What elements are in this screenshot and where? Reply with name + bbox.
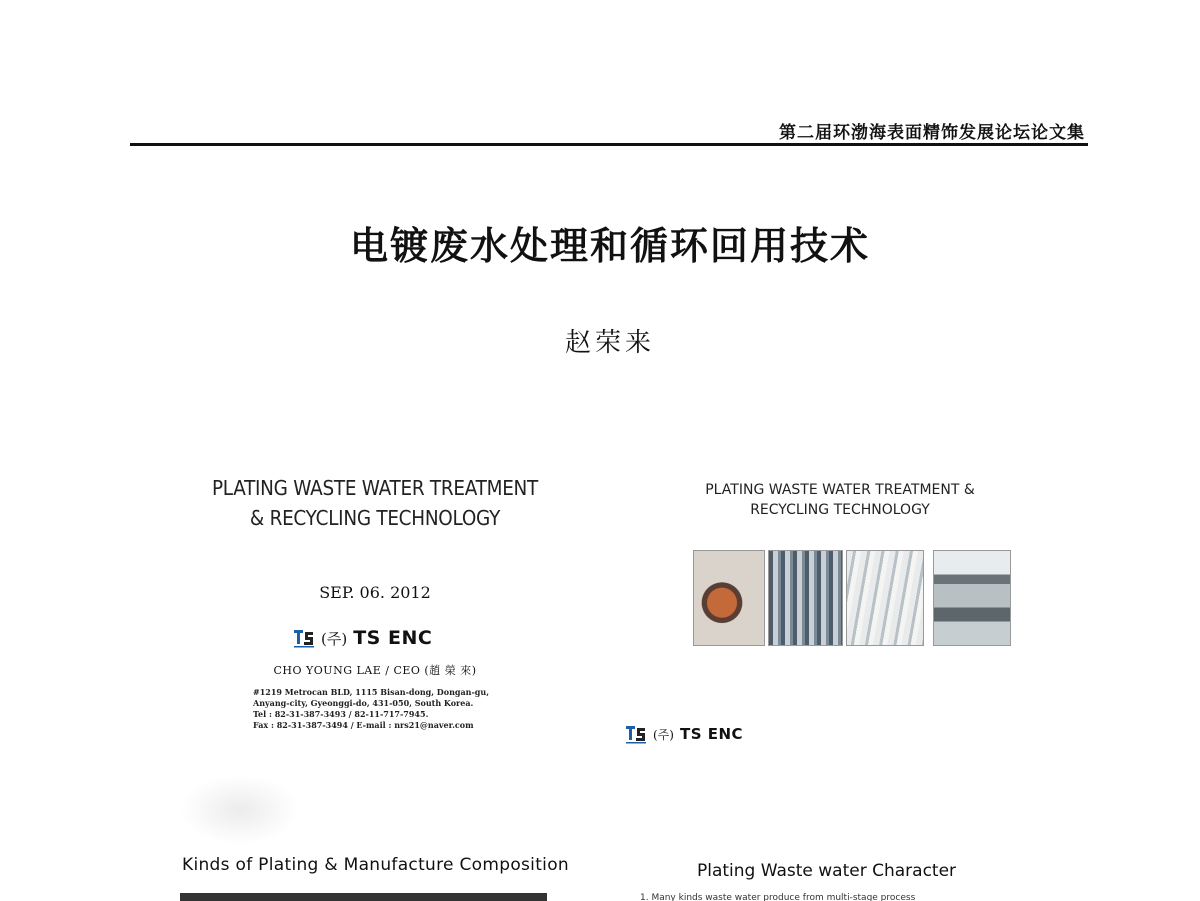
address-line: #1219 Metrocan BLD, 1115 Bisan-dong, Dongan-gu, (253, 687, 489, 697)
logo-text: TS ENC (679, 725, 744, 743)
treatment-plant-photo (768, 550, 843, 646)
slide-character-title: Plating Waste water Character (697, 861, 957, 881)
address-line: Anyang-city, Gyeonggi-do, 431-050, South Korea. (253, 698, 474, 708)
journal-header: 第二届环渤海表面精饰发展论坛论文集 (779, 123, 1085, 143)
slide-photos-title (685, 480, 995, 520)
membrane-rack-photo (846, 550, 924, 646)
logo-ju: (주) (321, 629, 348, 648)
paper-title: 电镀废水处理和循环回用技术 (349, 224, 870, 268)
slide-cover-title-line2: & RECYCLING TECHNOLOGY (249, 506, 501, 530)
logo-ju: (주) (653, 727, 674, 742)
company-logo (293, 627, 432, 649)
company-logo (625, 723, 743, 745)
ts-logo-icon (293, 627, 315, 649)
logo-text: TS ENC (353, 627, 433, 649)
slide-cover-ceo: CHO YOUNG LAE / CEO (趙 榮 來) (273, 664, 477, 677)
slide-character-item: 1. Many kinds waste water produce from multi-stage process (640, 893, 916, 901)
slide-cover-title-line1: PLATING WASTE WATER TREATMENT (211, 476, 539, 500)
scan-smudge (180, 775, 300, 845)
address-line: Tel : 82-31-387-3493 / 82-11-717-7945. (253, 709, 429, 719)
slide-composition-title: Kinds of Plating & Manufacture Composition (182, 855, 569, 875)
slide-cover-title (191, 473, 559, 533)
slide-cover-date: SEP. 06. 2012 (319, 583, 431, 602)
filter-tank-photo (693, 550, 765, 646)
ts-logo-icon (625, 723, 647, 745)
slide-cover (175, 455, 575, 755)
address-line: Fax : 82-31-387-3494 / E-mail : nrs21@naver.com (253, 720, 474, 730)
slide-photos-title-line2: RECYCLING TECHNOLOGY (750, 502, 930, 518)
equipment-photos (693, 550, 1011, 646)
evaporator-photo (933, 550, 1011, 646)
slide-cover-address (253, 687, 489, 731)
slide-photos (653, 470, 1015, 770)
header-rule (130, 143, 1088, 146)
slide-photos-title-line1: PLATING WASTE WATER TREATMENT & (705, 482, 975, 498)
paper-author: 赵荣来 (564, 328, 655, 358)
slide-composition-table-header (180, 893, 547, 901)
